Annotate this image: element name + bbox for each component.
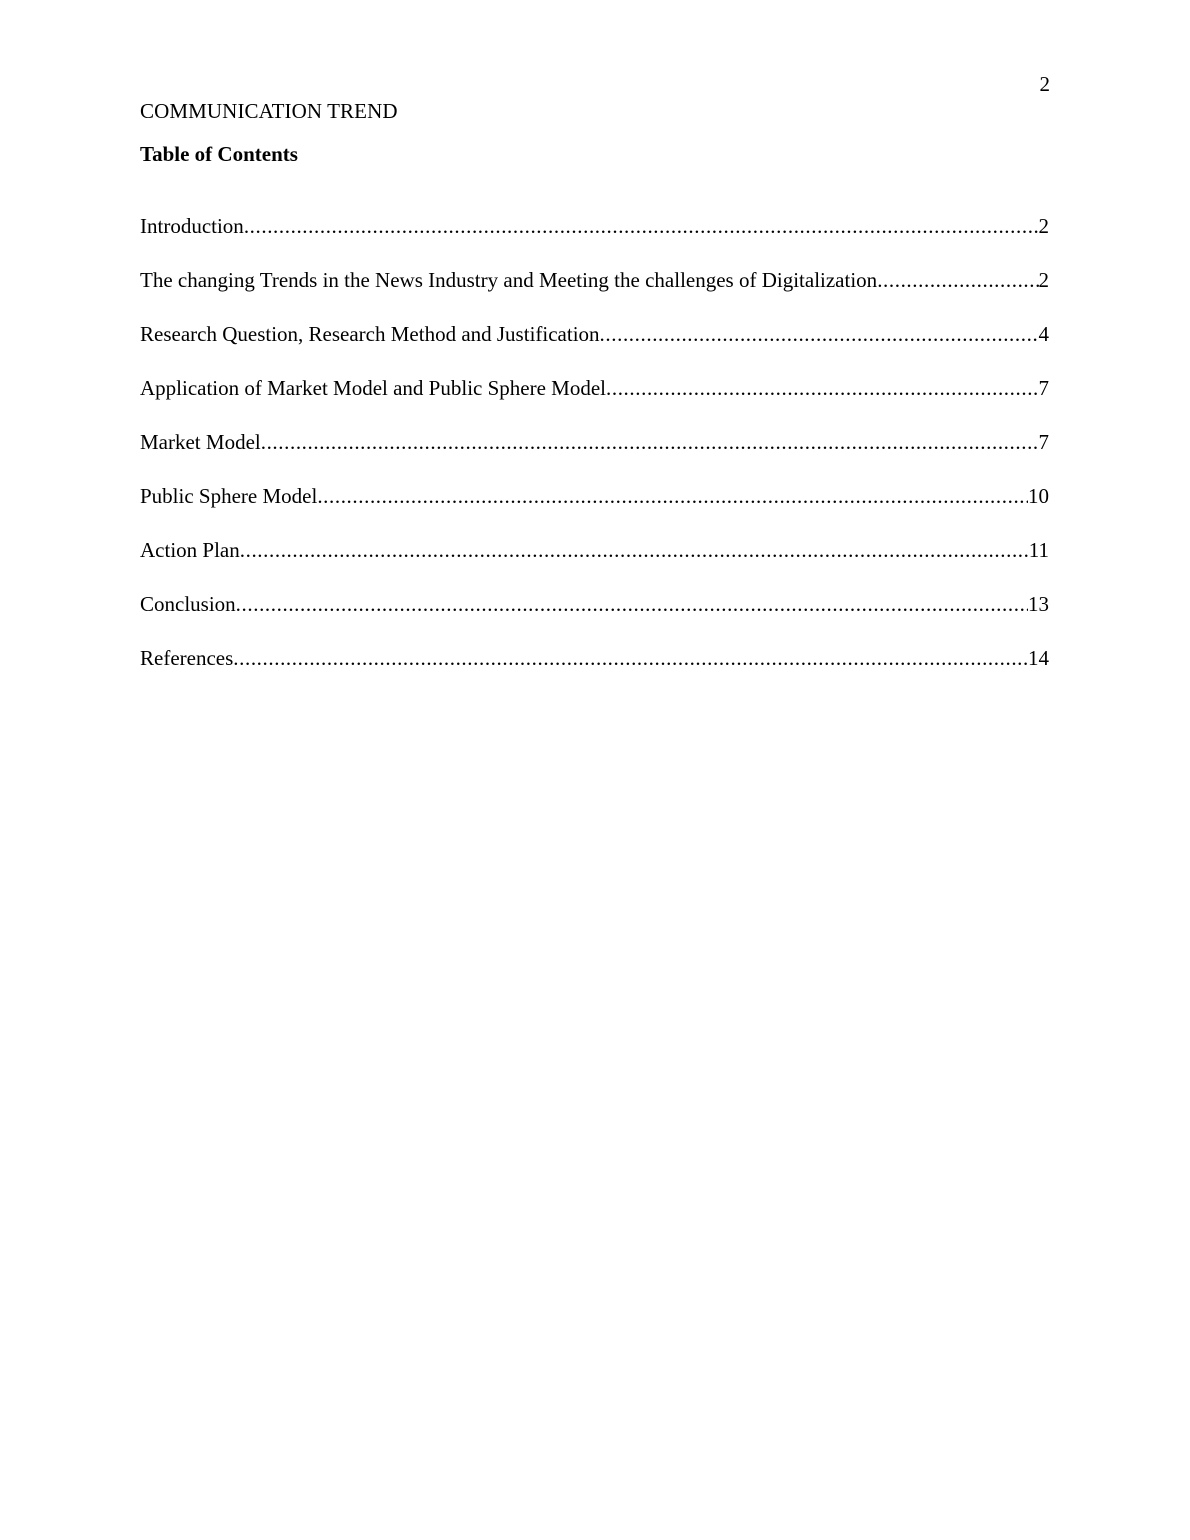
toc-entry-public-sphere-model[interactable]: [140, 484, 1049, 538]
page-number: 2: [1039, 72, 1050, 96]
toc-entry-label: Public Sphere Model: [140, 484, 318, 508]
toc-dot-leader: [244, 214, 1039, 238]
toc-entry-page: 7: [1038, 376, 1049, 400]
toc-entry-references[interactable]: [140, 646, 1049, 700]
toc-dot-leader: [877, 268, 1038, 292]
toc-entry-research-question[interactable]: [140, 322, 1049, 376]
running-head: COMMUNICATION TREND: [140, 99, 398, 123]
toc-entry-changing-trends[interactable]: [140, 268, 1049, 322]
toc-entry-page: 2: [1038, 214, 1049, 238]
toc-dot-leader: [236, 592, 1028, 616]
toc-entry-market-model[interactable]: [140, 430, 1049, 484]
toc-entry-label: Market Model: [140, 430, 261, 454]
toc-entry-page: 11: [1028, 538, 1049, 562]
toc-entry-page: 13: [1028, 592, 1049, 616]
toc-entry-application[interactable]: [140, 376, 1049, 430]
toc-entry-page: 10: [1028, 484, 1049, 508]
toc-entry-label: References: [140, 646, 234, 670]
toc-dot-leader: [606, 376, 1039, 400]
toc-entry-label: Conclusion: [140, 592, 236, 616]
toc-dot-leader: [240, 538, 1029, 562]
toc-dot-leader: [600, 322, 1039, 346]
toc-entry-page: 7: [1038, 430, 1049, 454]
toc-entry-label: The changing Trends in the News Industry and Meeting the challenges of Digitalization: [140, 268, 878, 292]
toc-entry-action-plan[interactable]: [140, 538, 1049, 592]
toc-dot-leader: [317, 484, 1028, 508]
toc-entry-page: 4: [1038, 322, 1049, 346]
toc-title: Table of Contents: [140, 142, 298, 166]
toc-entry-label: Introduction: [140, 214, 244, 238]
toc-entry-label: Application of Market Model and Public Sphere Model: [140, 376, 606, 400]
toc-entry-page: 2: [1038, 268, 1049, 292]
toc-entry-page: 14: [1028, 646, 1049, 670]
toc-entry-introduction[interactable]: [140, 214, 1049, 268]
toc-dot-leader: [233, 646, 1028, 670]
toc-dot-leader: [261, 430, 1039, 454]
toc-entry-label: Research Question, Research Method and Justification: [140, 322, 600, 346]
toc-entry-conclusion[interactable]: [140, 592, 1049, 646]
toc-entry-label: Action Plan: [140, 538, 240, 562]
toc-list: [140, 214, 1049, 700]
